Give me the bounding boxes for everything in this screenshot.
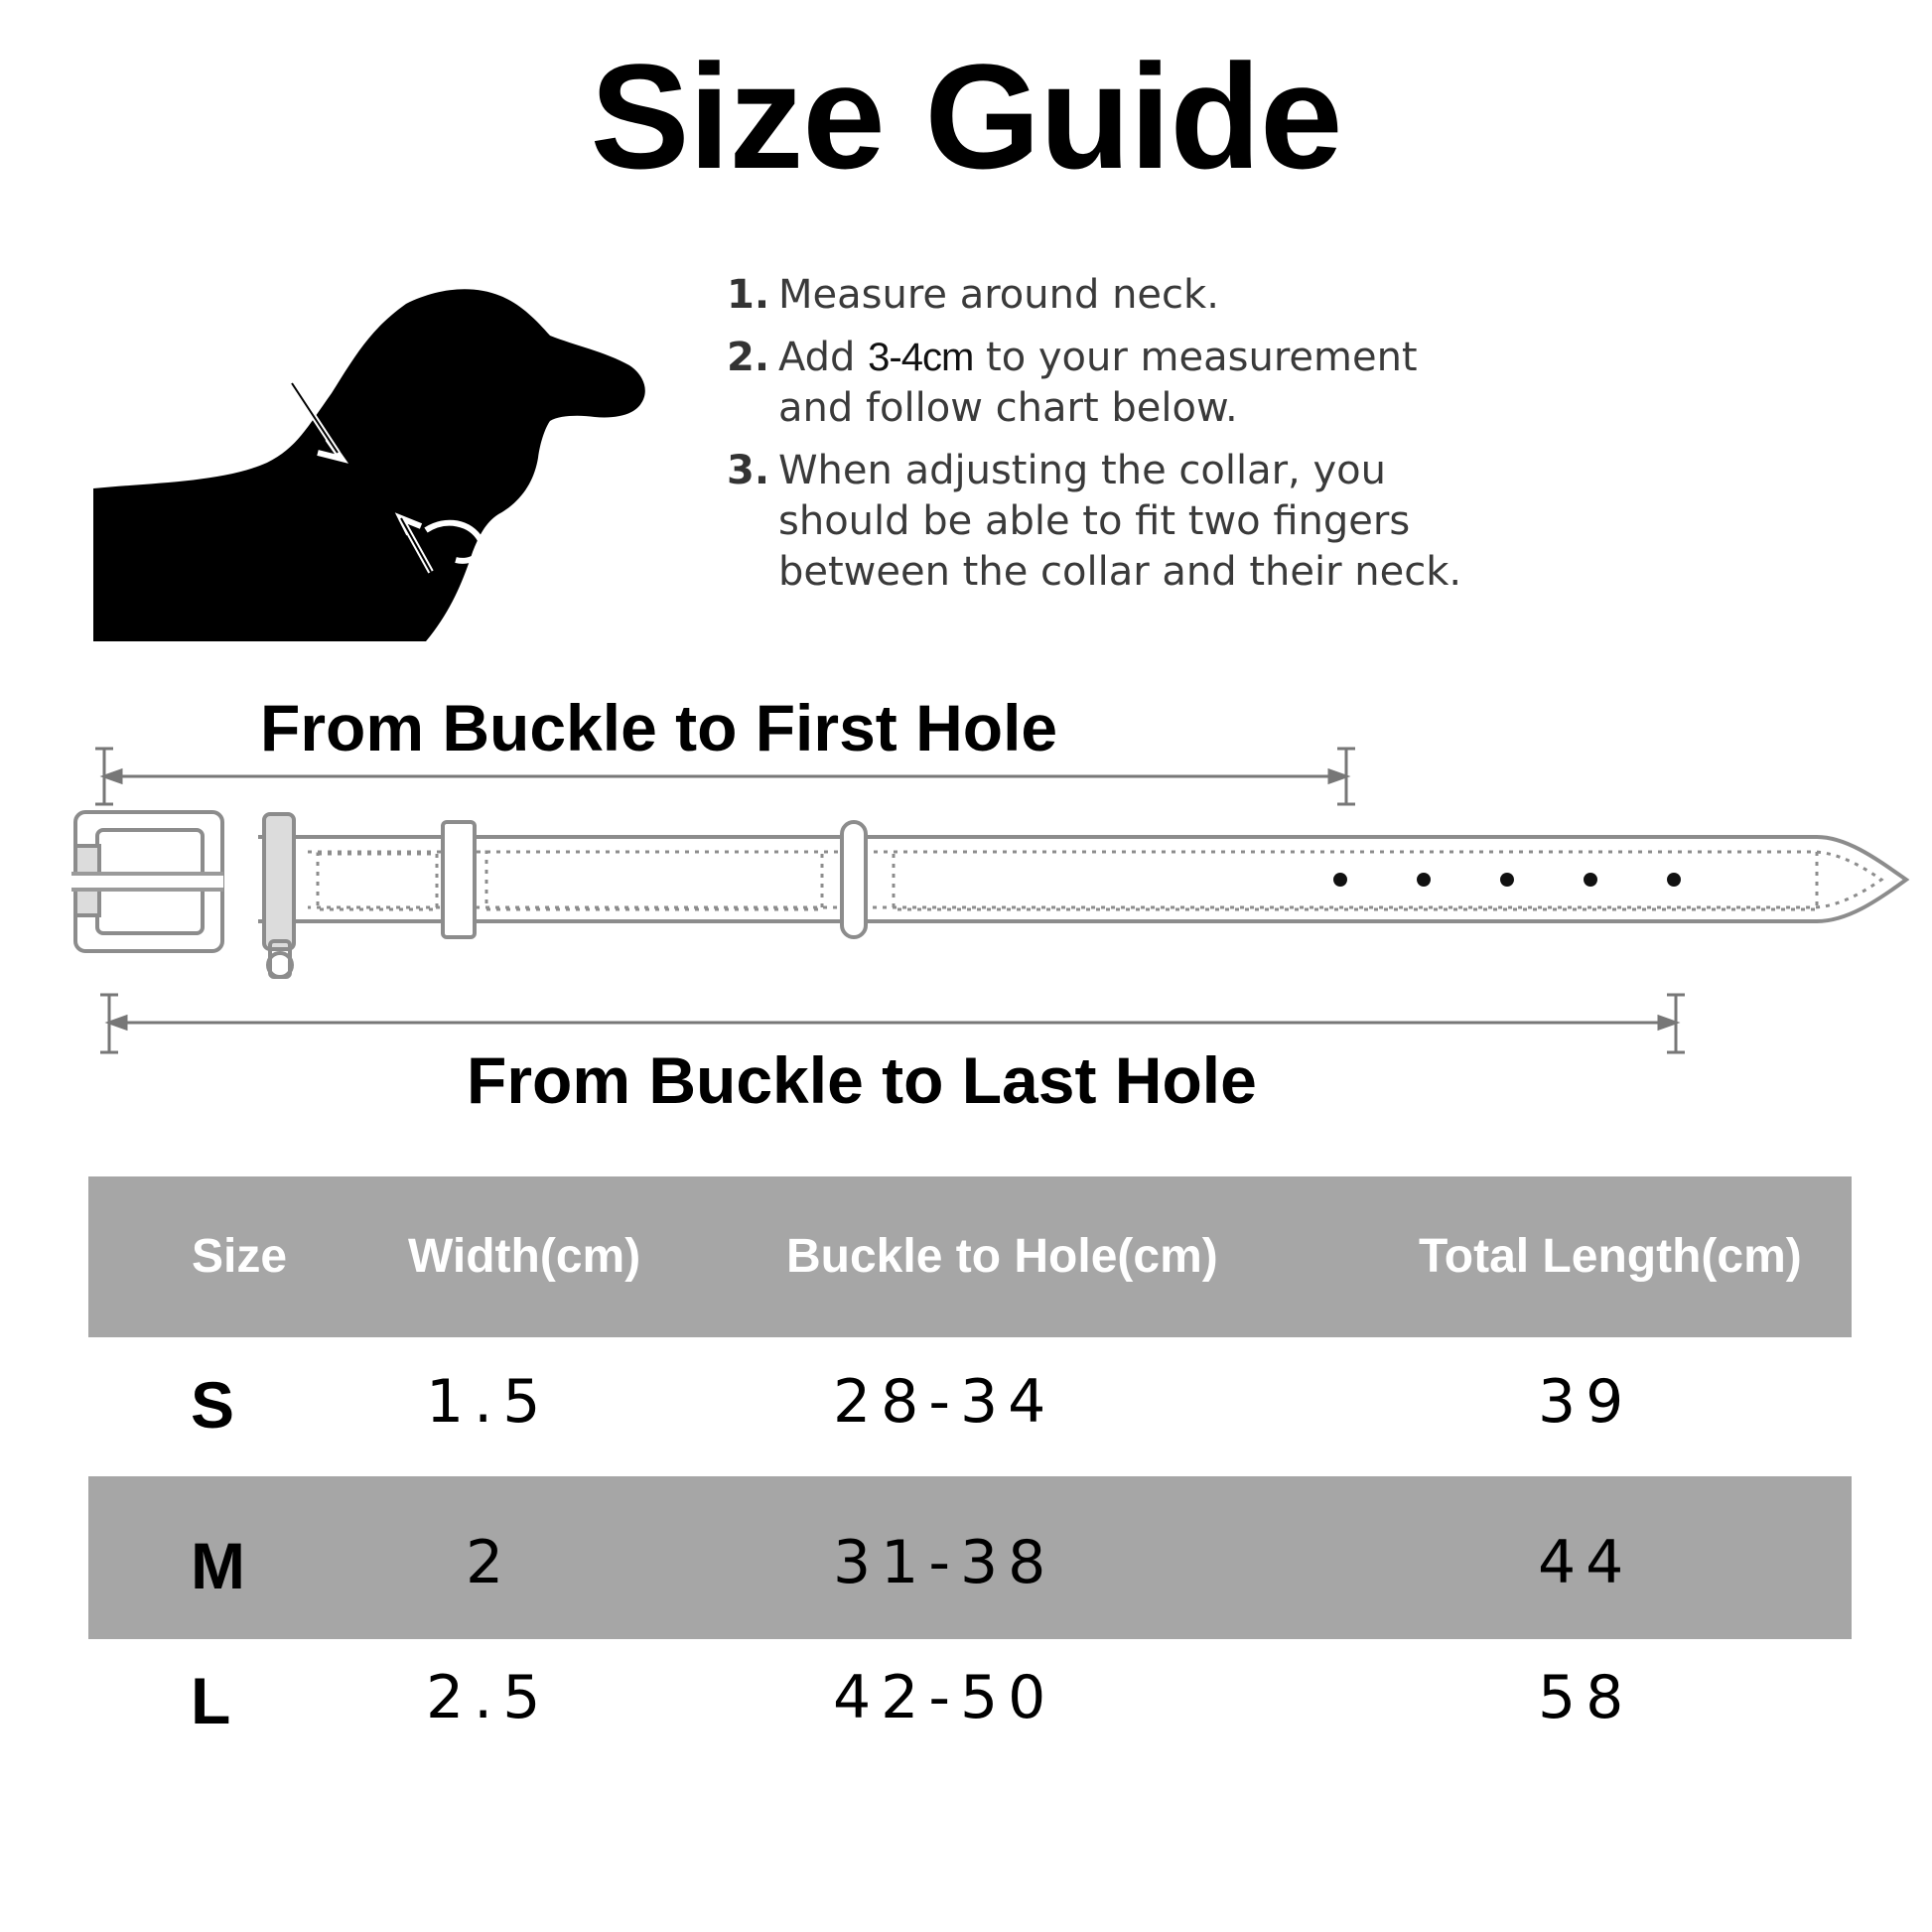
measuring-instructions bbox=[723, 270, 1537, 610]
step-2 bbox=[723, 333, 1537, 434]
collar-diagram bbox=[60, 735, 1926, 1092]
last-hole-label: From Buckle to Last Hole bbox=[467, 1043, 1257, 1117]
total-length-cell: 44 bbox=[1538, 1528, 1634, 1597]
total-length-cell: 58 bbox=[1538, 1663, 1634, 1732]
first-hole-dimension-line bbox=[95, 749, 1355, 804]
step-text: When adjusting the collar, you bbox=[778, 448, 1386, 493]
table-row bbox=[88, 1639, 1852, 1778]
dog-silhouette bbox=[93, 289, 645, 641]
column-header-buckle-to-hole: Buckle to Hole(cm) bbox=[786, 1230, 1218, 1283]
step-text: Measure around neck. bbox=[778, 272, 1219, 318]
collar-strap bbox=[258, 837, 1906, 921]
step-text bbox=[778, 333, 1537, 383]
size-table bbox=[88, 1176, 1852, 1778]
collar-hole bbox=[1500, 873, 1514, 887]
step-number: 1. bbox=[727, 272, 770, 318]
collar-hole bbox=[1584, 873, 1597, 887]
width-cell: 1.5 bbox=[426, 1367, 551, 1437]
buckle-to-hole-cell: 28-34 bbox=[833, 1367, 1056, 1437]
step-text: and follow chart below. bbox=[778, 385, 1238, 431]
column-header-width: Width(cm) bbox=[408, 1230, 641, 1283]
step-number: 3. bbox=[727, 448, 770, 493]
collar-holes bbox=[1333, 873, 1681, 887]
d-ring-icon bbox=[264, 814, 294, 977]
step-number: 2. bbox=[727, 335, 770, 380]
size-cell: M bbox=[191, 1529, 245, 1602]
step-text: should be able to fit two fingers bbox=[778, 498, 1411, 544]
buckle-to-hole-cell: 42-50 bbox=[833, 1663, 1056, 1732]
page-title: Size Guide bbox=[590, 33, 1342, 200]
step-1 bbox=[723, 270, 1537, 321]
collar-hole bbox=[1417, 873, 1431, 887]
column-header-size: Size bbox=[192, 1230, 288, 1283]
table-row bbox=[88, 1476, 1852, 1639]
first-hole-label: From Buckle to First Hole bbox=[260, 691, 1058, 764]
column-header-total-length: Total Length(cm) bbox=[1419, 1230, 1802, 1283]
buckle-to-hole-cell: 31-38 bbox=[833, 1528, 1056, 1597]
table-row bbox=[88, 1337, 1852, 1476]
size-cell: L bbox=[191, 1664, 231, 1737]
step-text-post: to your measurement bbox=[973, 335, 1418, 380]
collar-hole bbox=[1333, 873, 1347, 887]
collar-hole bbox=[1667, 873, 1681, 887]
dog-neck-illustration bbox=[93, 284, 659, 641]
width-cell: 2 bbox=[466, 1528, 514, 1597]
total-length-cell: 39 bbox=[1538, 1367, 1634, 1437]
width-cell: 2.5 bbox=[426, 1663, 551, 1732]
step-3 bbox=[723, 446, 1537, 598]
buckle-icon bbox=[71, 812, 223, 951]
size-cell: S bbox=[191, 1368, 235, 1442]
step-text-pre: Add bbox=[778, 335, 869, 380]
measurement-allowance: 3-4cm bbox=[868, 336, 974, 379]
table-header-row bbox=[88, 1176, 1852, 1337]
step-text: between the collar and their neck. bbox=[778, 549, 1462, 595]
